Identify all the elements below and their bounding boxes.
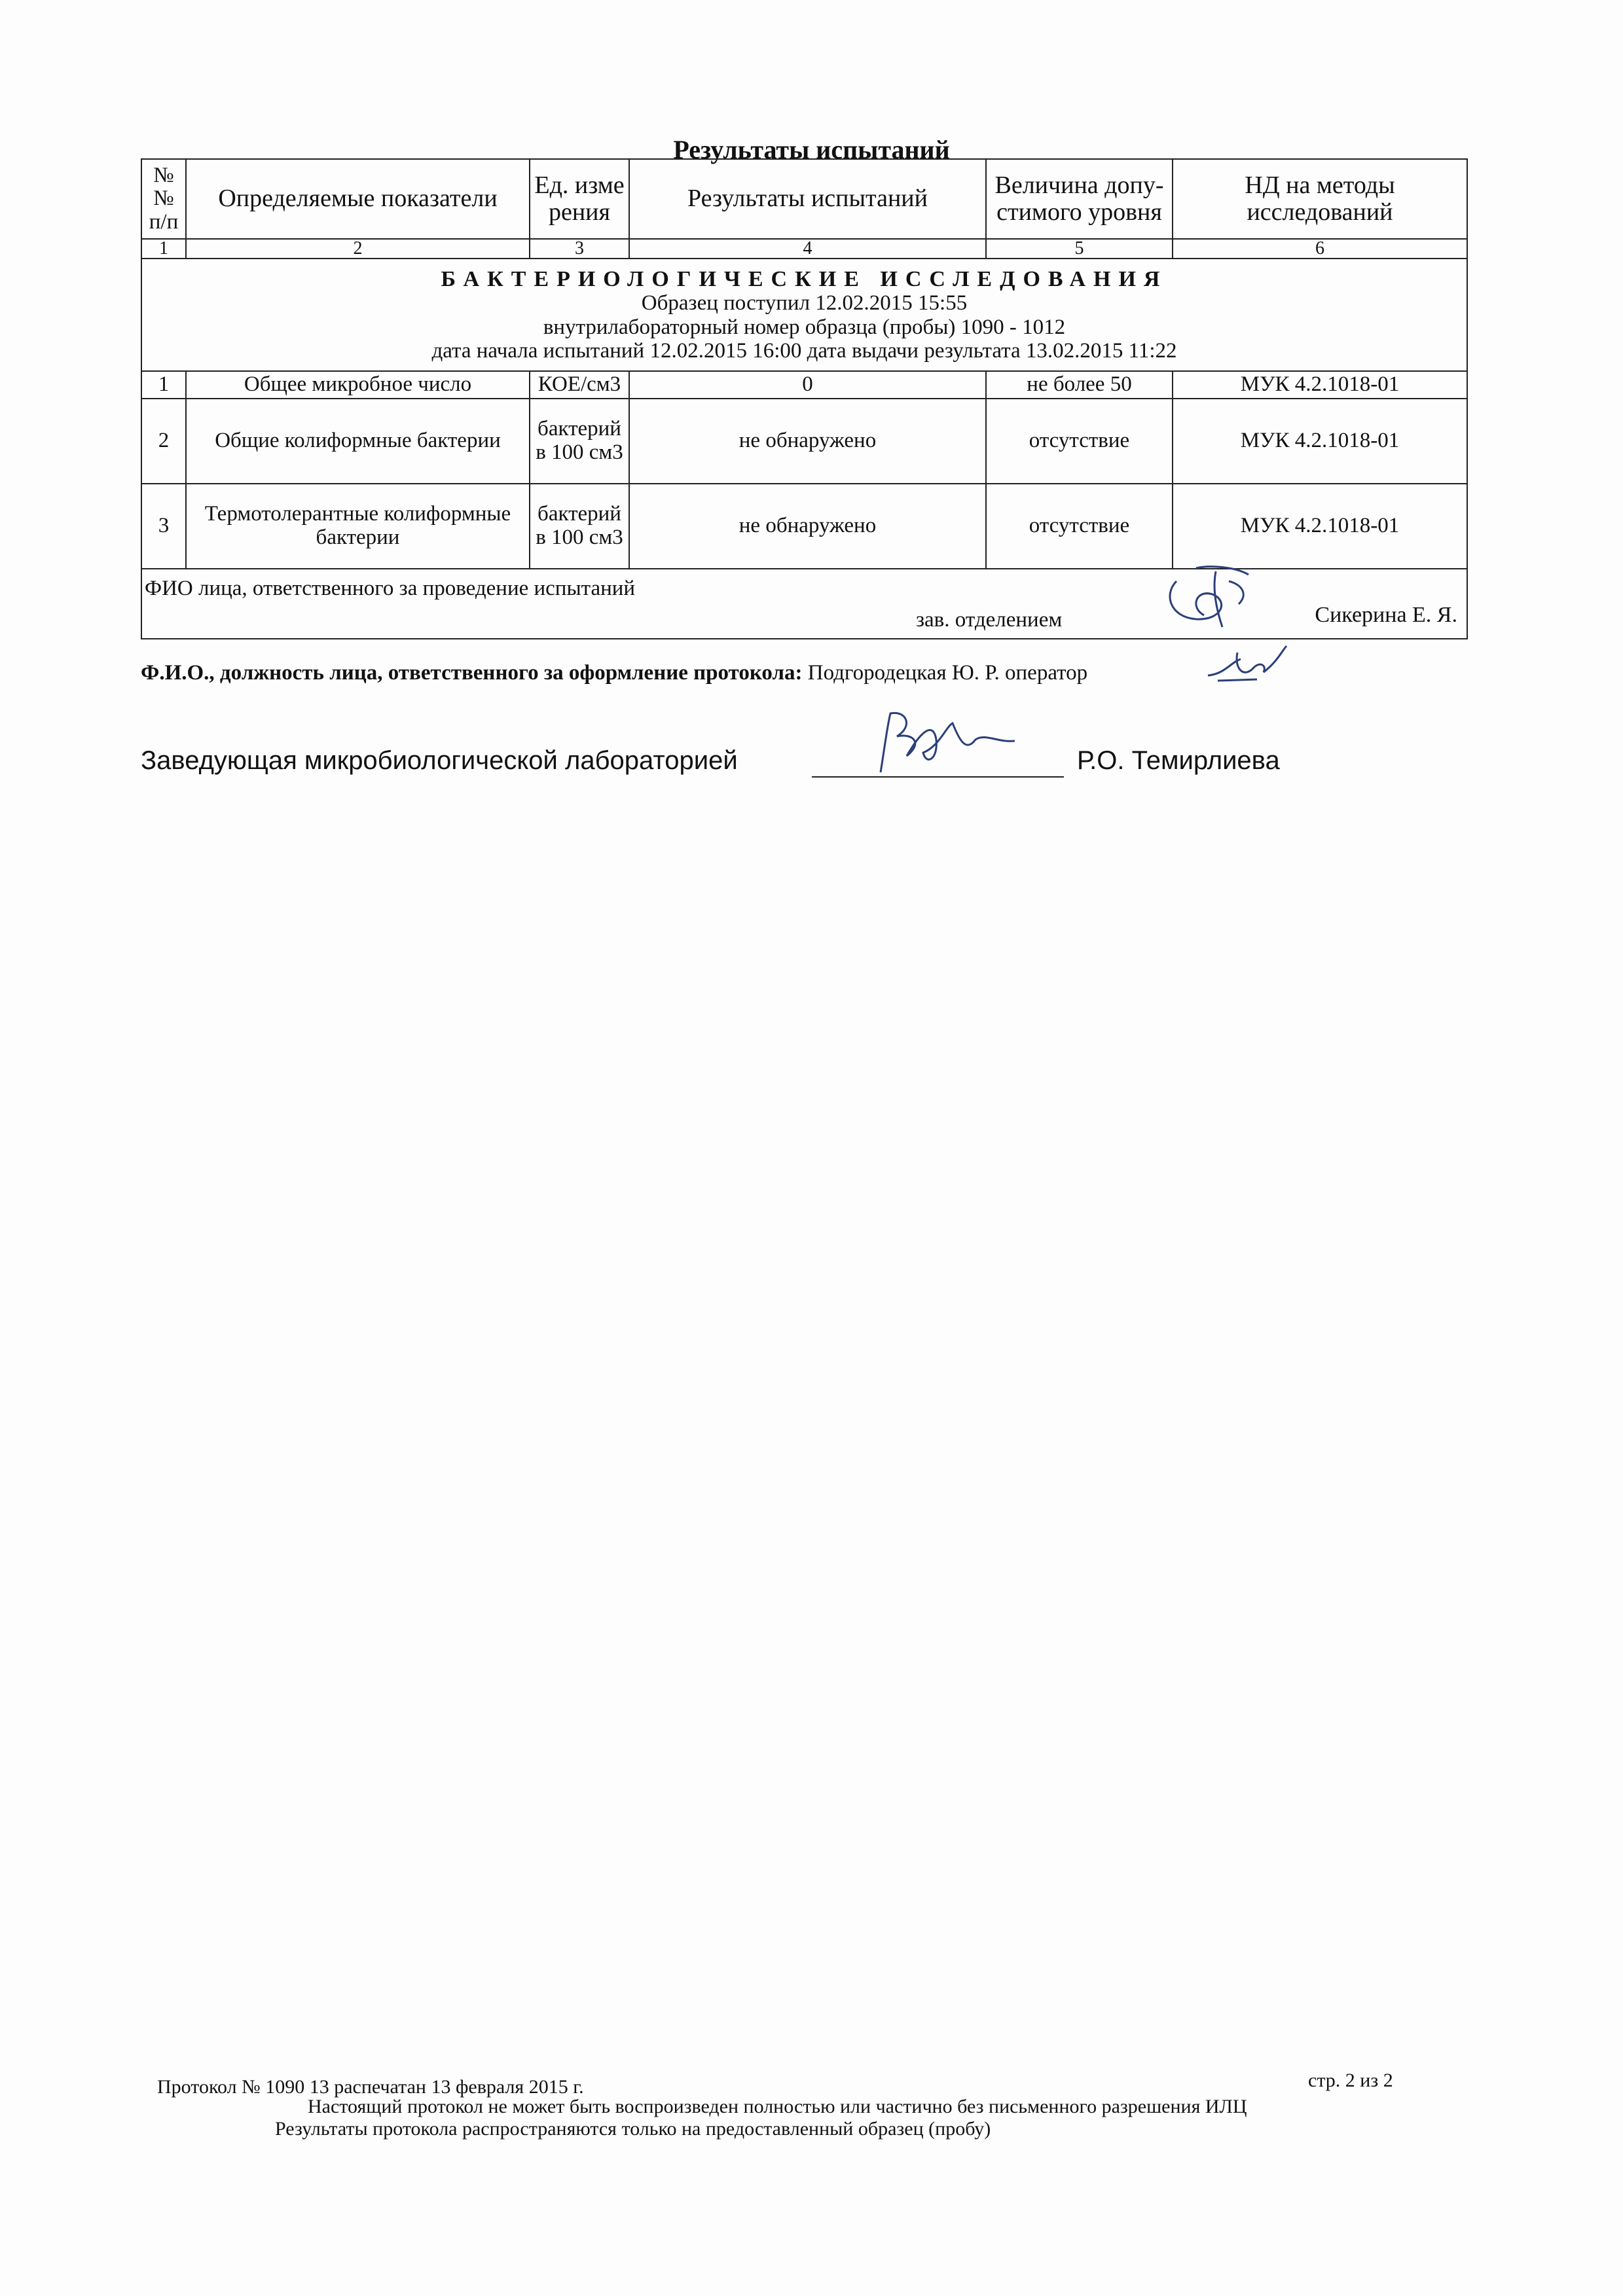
head-of-department-signature — [1150, 555, 1262, 634]
row-method: МУК 4.2.1018-01 — [1173, 371, 1467, 399]
page-title: Результаты испытаний — [673, 135, 950, 164]
header-indicator: Определяемые показатели — [186, 159, 530, 239]
responsible-position: зав. отделением — [916, 608, 1063, 632]
section-title: БАКТЕРИОЛОГИЧЕСКИЕ ИССЛЕДОВАНИЯ — [441, 266, 1168, 291]
header-num: №№ п/п — [141, 159, 186, 239]
operator-signature — [1205, 643, 1290, 689]
responsible-cell — [141, 569, 1467, 639]
column-index: 5 — [986, 239, 1173, 259]
results-table — [141, 158, 1468, 639]
scope-notice: Результаты протокола распространяются только на предоставленный образец (пробу) — [275, 2118, 991, 2140]
lab-head-line — [141, 746, 1280, 776]
lab-head-name: Р.О. Темирлиева — [1077, 746, 1280, 775]
column-index: 2 — [186, 239, 530, 259]
responsible-row — [141, 569, 1467, 639]
column-index: 4 — [629, 239, 986, 259]
sample-received: Образец поступил 12.02.2015 15:55 — [641, 291, 968, 315]
column-index-row — [141, 239, 1467, 259]
test-dates: дата начала испытаний 12.02.2015 16:00 дата выдачи результата 13.02.2015 11:22 — [431, 338, 1177, 363]
row-indicator: Общие колиформные бактерии — [186, 399, 530, 484]
row-num: 1 — [141, 371, 186, 399]
row-num: 2 — [141, 399, 186, 484]
row-limit: отсутствие — [986, 399, 1173, 484]
responsible-label: ФИО лица, ответственного за проведение испытаний — [145, 577, 636, 600]
row-unit: бактерий в 100 см3 — [530, 484, 629, 569]
row-method: МУК 4.2.1018-01 — [1173, 399, 1467, 484]
operator-line — [141, 661, 1087, 685]
row-method: МУК 4.2.1018-01 — [1173, 484, 1467, 569]
section-header — [141, 259, 1467, 371]
table-row — [141, 371, 1467, 399]
column-index: 1 — [141, 239, 186, 259]
responsible-name: Сикерина Е. Я. — [1315, 603, 1457, 627]
row-result: не обнаружено — [629, 484, 986, 569]
header-limit: Величина допу-стимого уровня — [986, 159, 1173, 239]
column-index: 3 — [530, 239, 629, 259]
reproduction-notice: Настоящий протокол не может быть воспроизведен полностью или частично без письменного разрешения ИЛЦ — [308, 2096, 1247, 2117]
header-row — [141, 159, 1467, 239]
row-result: 0 — [629, 371, 986, 399]
row-unit: КОЕ/см3 — [530, 371, 629, 399]
protocol-info: Протокол № 1090 13 распечатан 13 февраля 2015 г. — [157, 2076, 584, 2098]
row-unit: бактерий в 100 см3 — [530, 399, 629, 484]
row-num: 3 — [141, 484, 186, 569]
row-result: не обнаружено — [629, 399, 986, 484]
lab-head-signature — [861, 707, 1025, 779]
column-index: 6 — [1173, 239, 1467, 259]
row-indicator: Термотолерантные колиформные бактерии — [186, 484, 530, 569]
sample-id: внутрилабораторный номер образца (пробы) 1090 - 1012 — [543, 315, 1066, 339]
row-limit: отсутствие — [986, 484, 1173, 569]
header-method: НД на методы исследований — [1173, 159, 1467, 239]
row-indicator: Общее микробное число — [186, 371, 530, 399]
lab-head-label: Заведующая микробиологической лабораторией — [141, 746, 738, 775]
row-limit: не более 50 — [986, 371, 1173, 399]
section-header-row — [141, 259, 1467, 371]
operator-value: Подгородецкая Ю. Р. оператор — [807, 661, 1088, 685]
header-unit: Ед. изме рения — [530, 159, 629, 239]
table-row — [141, 399, 1467, 484]
header-result: Результаты испытаний — [629, 159, 986, 239]
page-number: стр. 2 из 2 — [1308, 2070, 1393, 2091]
table-row — [141, 484, 1467, 569]
operator-label: Ф.И.О., должность лица, ответственного за оформление протокола: — [141, 661, 803, 685]
